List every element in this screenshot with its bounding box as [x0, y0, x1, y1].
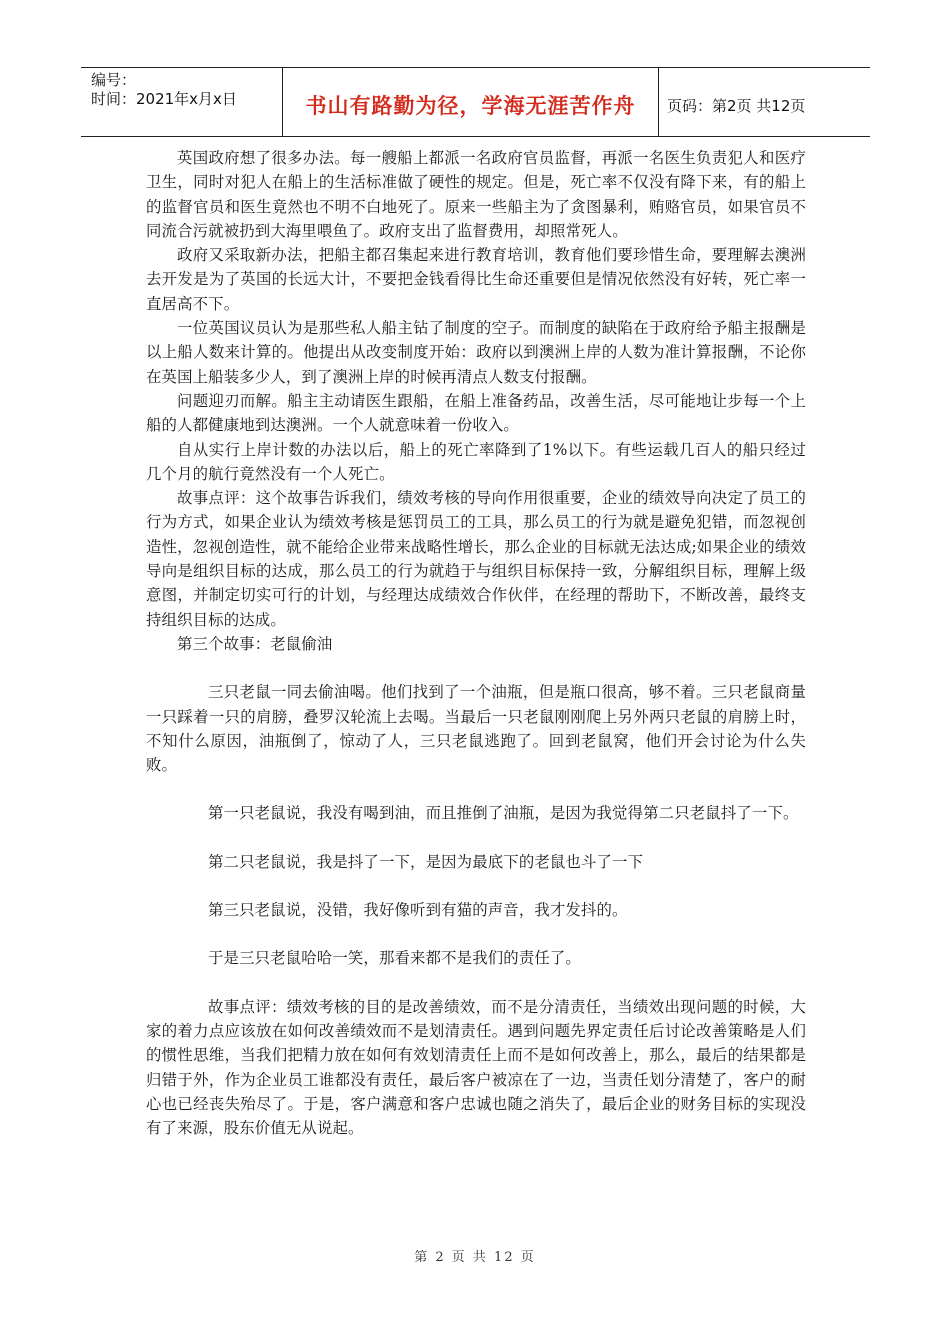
- paragraph: 故事点评：绩效考核的目的是改善绩效，而不是分清责任，当绩效出现问题的时候，大家的着力点应该放在如何改善绩效而不是划清责任。遇到问题先界定责任后讨论改善策略是人们的惯性思维，当我们把精力放在如何有效划清责任上而不是如何改善上，那么，最后的结果都是归错于外，作为企业员工谁都没有责任，最后客户被凉在了一边，当责任划分清楚了，客户的耐心也已经丧失殆尽了。于是，客户满意和客户忠诚也随之消失了，最后企业的财务目标的实现没有了来源，股东价值无从说起。: [146, 997, 806, 1138]
- header-motto: 书山有路勤为径，学海无涯苦作舟: [283, 68, 659, 136]
- paragraph: 问题迎刃而解。船主主动请医生跟船，在船上准备药品，改善生活，尽可能地让步每一个上船的人都健康地到达澳洲。一个人就意味着一份收入。: [146, 391, 806, 435]
- document-date-label: 时间：2021年x月x日: [91, 90, 237, 108]
- paragraph: 第二只老鼠说，我是抖了一下，是因为最底下的老鼠也斗了一下: [208, 852, 644, 871]
- paragraph: 第一只老鼠说，我没有喝到油，而且推倒了油瓶，是因为我觉得第二只老鼠抖了一下。: [208, 804, 799, 823]
- document-body: [146, 146, 806, 1140]
- paragraph: 自从实行上岸计数的办法以后，船上的死亡率降到了1%以下。有些运载几百人的船只经过几个月的航行竟然没有一个人死亡。: [146, 440, 806, 483]
- paragraph: 英国政府想了很多办法。每一艘船上都派一名政府官员监督，再派一名医生负责犯人和医疗卫生，同时对犯人在船上的生活标准做了硬性的规定。但是，死亡率不仅没有降下来，有的船上的监督官员和医生竟然也不明不白地死了。原来一些船主为了贪图暴利，贿赂官员，如果官员不同流合污就被扔到大海里喂鱼了。政府支出了监督费用，却照常死人。: [146, 149, 806, 240]
- section-heading: 第三个故事：老鼠偷油: [177, 634, 333, 653]
- paragraph: 第三只老鼠说，没错，我好像听到有猫的声音，我才发抖的。: [208, 901, 628, 920]
- paragraph: 故事点评：这个故事告诉我们，绩效考核的导向作用很重要，企业的绩效导向决定了员工的行为方式，如果企业认为绩效考核是惩罚员工的工具，那么员工的行为就是避免犯错，而忽视创造性，忽视创造性，就不能给企业带来战略性增长，那么企业的目标就无法达成;如果企业的绩效导向是组织目标的达成，那么员工的行为就趋于与组织目标保持一致，分解组织目标，理解上级意图，并制定切实可行的计划，与经理达成绩效合作伙伴，在经理的帮助下，不断改善，最终支持组织目标的达成。: [146, 489, 806, 629]
- header-page-number: 页码：第2页 共12页: [667, 96, 806, 115]
- document-number-label: 编号：: [91, 71, 137, 89]
- page-footer: 第 2 页 共 12 页: [414, 1250, 536, 1265]
- page-header: [81, 67, 870, 137]
- paragraph: 于是三只老鼠哈哈一笑，那看来都不是我们的责任了。: [208, 949, 581, 968]
- paragraph: 一位英国议员认为是那些私人船主钻了制度的空子。而制度的缺陷在于政府给予船主报酬是以上船人数来计算的。他提出从改变制度开始：政府以到澳洲上岸的人数为准计算报酬，不论你在英国上船装多少人，到了澳洲上岸的时候再清点人数支付报酬。: [146, 319, 806, 386]
- header-meta: [81, 68, 283, 136]
- paragraph: 政府又采取新办法，把船主都召集起来进行教育培训，教育他们要珍惜生命，要理解去澳洲去开发是为了英国的长远大计，不要把金钱看得比生命还重要但是情况依然没有好转，死亡率一直居高不下。: [146, 246, 806, 313]
- paragraph: 三只老鼠一同去偷油喝。他们找到了一个油瓶，但是瓶口很高，够不着。三只老鼠商量一只踩着一只的肩膀，叠罗汉轮流上去喝。当最后一只老鼠刚刚爬上另外两只老鼠的肩膀上时，不知什么原因，油瓶倒了，惊动了人，三只老鼠逃跑了。回到老鼠窝，他们开会讨论为什么失败。: [146, 683, 806, 775]
